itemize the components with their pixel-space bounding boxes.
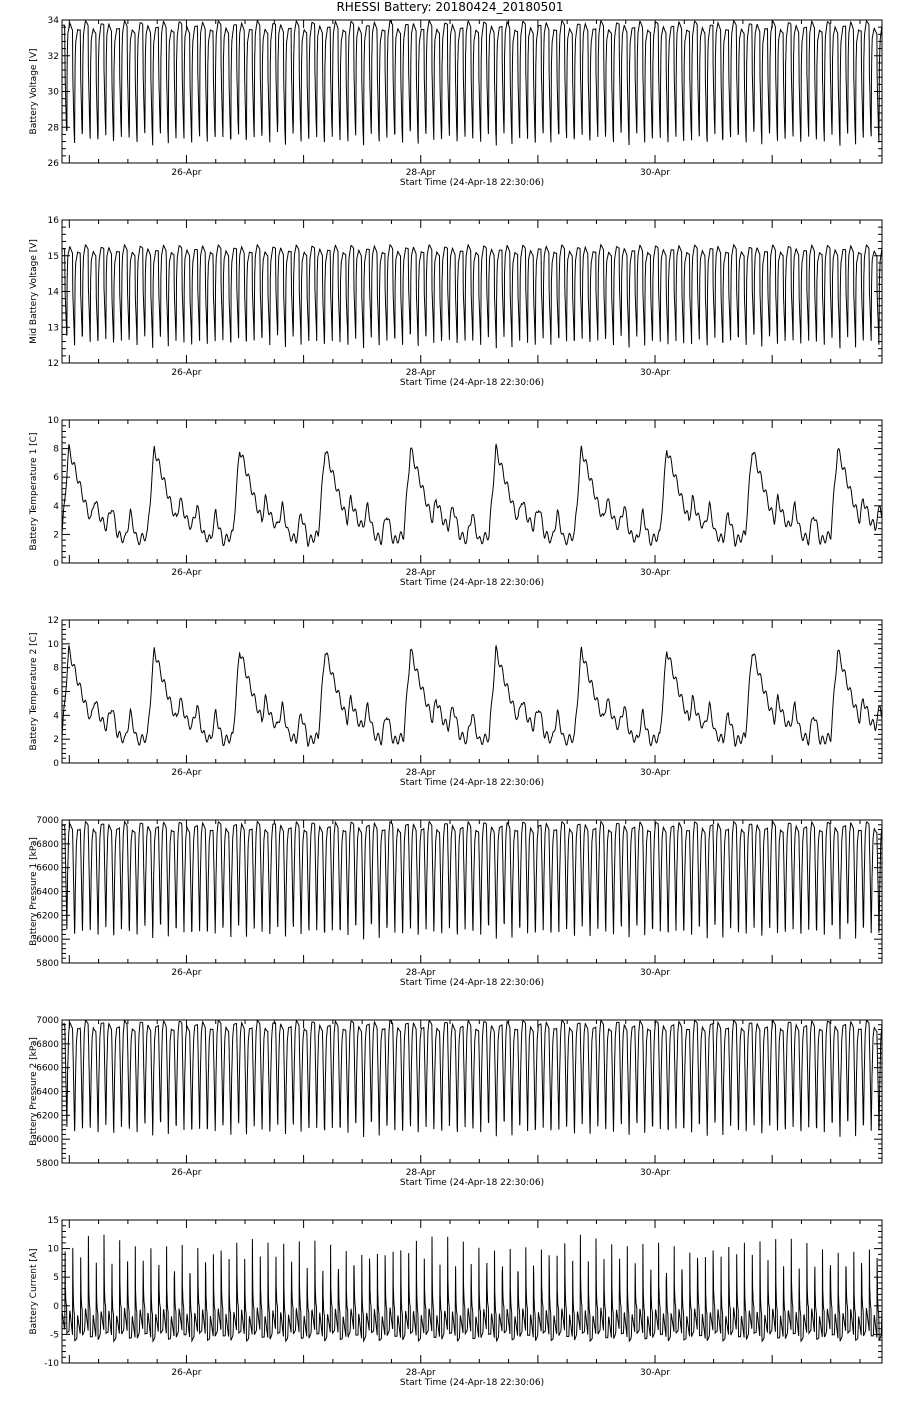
y-tick-label: 10 [47,416,59,426]
y-tick-label: 6 [53,473,59,484]
chart-svg [0,818,900,998]
y-axis-label: Battery Current [A] [29,1248,39,1335]
x-tick-label: 30-Apr [639,1368,671,1378]
x-tick-label: 26-Apr [171,1168,202,1178]
y-tick-label: 2 [53,735,59,746]
x-axis-label: Start Time (24-Apr-18 22:30:06) [399,578,545,588]
y-tick-label: 30 [47,87,59,98]
y-tick-label: 15 [47,1216,59,1226]
y-tick-label: 7000 [36,1016,59,1026]
y-tick-label: 14 [47,287,59,298]
figure-title: RHESSI Battery: 20180424_20180501 [336,0,564,14]
y-tick-label: 0 [53,759,59,769]
x-tick-label: 26-Apr [171,568,202,578]
chart-svg [0,1218,900,1398]
y-axis-label: Battery Voltage [V] [29,48,39,135]
series-line [62,1235,882,1342]
y-tick-label: 6000 [36,1135,59,1146]
plot-frame [62,420,882,563]
series-line [62,21,882,146]
x-tick-label: 28-Apr [405,168,436,178]
x-tick-label: 28-Apr [405,368,436,378]
y-axis-label: Battery Pressure 1 [kPa] [29,837,39,946]
y-tick-label: 10 [47,639,59,650]
x-tick-label: 30-Apr [639,968,671,978]
x-tick-label: 26-Apr [171,768,202,778]
x-axis-label: Start Time (24-Apr-18 22:30:06) [399,1378,545,1388]
x-tick-label: 30-Apr [639,1168,671,1178]
x-tick-label: 26-Apr [171,368,202,378]
series-line [62,1021,882,1138]
y-axis-label: Mid Battery Voltage [V] [29,239,39,344]
chart-svg [0,218,900,398]
y-tick-label: 16 [47,216,59,226]
series-line [62,646,882,747]
y-tick-label: 8 [53,444,59,455]
y-tick-label: 5800 [36,1159,59,1169]
series-line [62,444,882,546]
x-tick-label: 28-Apr [405,1368,436,1378]
y-tick-label: 6400 [36,1087,59,1098]
x-axis-label: Start Time (24-Apr-18 22:30:06) [399,778,545,788]
chart-panel [0,818,900,1018]
x-tick-label: 30-Apr [639,568,671,578]
chart-panel [0,418,900,618]
y-tick-label: 12 [47,616,59,626]
y-tick-label: 6400 [36,887,59,898]
y-tick-label: 6 [53,687,59,698]
chart-panel [0,18,900,218]
y-tick-label: 6200 [36,911,59,922]
chart-svg [0,618,900,798]
x-axis-label: Start Time (24-Apr-18 22:30:06) [399,978,545,988]
x-tick-label: 30-Apr [639,768,671,778]
y-tick-label: 6800 [36,839,59,850]
y-tick-label: 34 [47,16,59,26]
plot-frame [62,220,882,363]
y-tick-label: 15 [47,251,59,262]
y-tick-label: 0 [53,1301,59,1312]
y-tick-label: 5800 [36,959,59,969]
y-tick-label: 32 [47,51,59,62]
y-tick-label: 10 [47,1244,59,1255]
x-axis-label: Start Time (24-Apr-18 22:30:06) [399,1178,545,1188]
x-axis-label: Start Time (24-Apr-18 22:30:06) [399,178,545,188]
y-tick-label: 4 [53,711,59,722]
y-axis-label: Battery Pressure 2 [kPa] [29,1037,39,1146]
y-axis-label: Battery Temperature 2 [C] [29,632,39,751]
x-tick-label: 28-Apr [405,568,436,578]
plot-frame [62,620,882,763]
x-tick-label: 30-Apr [639,168,671,178]
y-tick-label: -10 [44,1359,59,1369]
chart-panel [0,618,900,818]
x-tick-label: 26-Apr [171,168,202,178]
chart-panel [0,1218,900,1418]
y-tick-label: 26 [47,159,59,169]
y-tick-label: 13 [47,323,59,334]
y-tick-label: 28 [47,123,59,134]
x-tick-label: 28-Apr [405,1168,436,1178]
chart-panel [0,218,900,418]
y-tick-label: 5 [53,1273,59,1284]
y-tick-label: 6600 [36,863,59,874]
y-tick-label: -5 [50,1330,59,1341]
y-tick-label: 6600 [36,1063,59,1074]
series-line [62,245,882,349]
y-tick-label: 6000 [36,935,59,946]
chart-svg [0,18,900,198]
chart-panel [0,1018,900,1218]
y-tick-label: 6800 [36,1039,59,1050]
y-axis-label: Battery Temperature 1 [C] [29,432,39,551]
x-tick-label: 28-Apr [405,768,436,778]
y-tick-label: 12 [47,359,59,369]
y-tick-label: 6200 [36,1111,59,1122]
series-line [62,822,882,940]
y-tick-label: 2 [53,530,59,541]
x-axis-label: Start Time (24-Apr-18 22:30:06) [399,378,545,388]
y-tick-label: 0 [53,559,59,569]
y-tick-label: 4 [53,501,59,512]
chart-svg [0,418,900,598]
y-tick-label: 7000 [36,816,59,826]
x-tick-label: 26-Apr [171,968,202,978]
x-tick-label: 28-Apr [405,968,436,978]
y-tick-label: 8 [53,663,59,674]
x-tick-label: 26-Apr [171,1368,202,1378]
x-tick-label: 30-Apr [639,368,671,378]
chart-svg [0,1018,900,1198]
